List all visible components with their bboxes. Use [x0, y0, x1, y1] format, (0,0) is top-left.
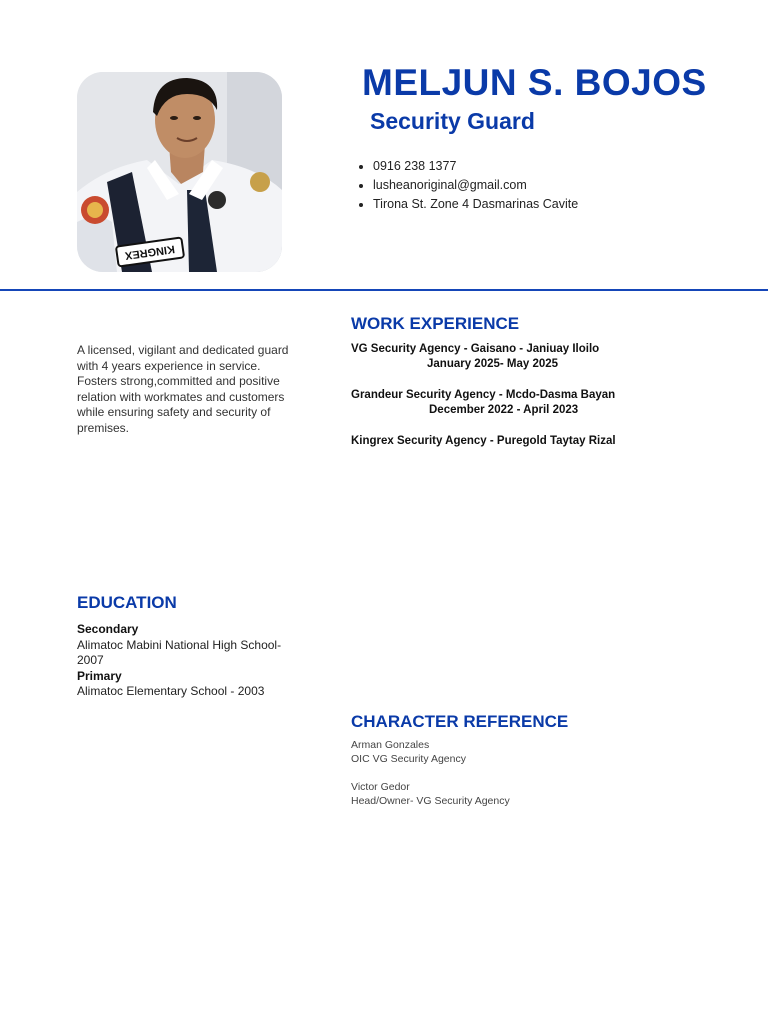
job-dates: January 2025- May 2025: [427, 358, 559, 370]
work-experience-list: [351, 342, 651, 465]
reference-position: Head/Owner- VG Security Agency: [351, 795, 510, 807]
candidate-name: MELJUN S. BOJOS: [362, 62, 707, 103]
contact-email: • lusheanoriginal@gmail.com: [373, 176, 578, 195]
uniform-badge-text: KINGREX: [124, 242, 176, 262]
education-level: Primary: [77, 668, 122, 683]
education-list: [77, 622, 307, 700]
profile-photo-illustration: [77, 72, 282, 272]
job-dates: December 2022 - April 2023: [429, 404, 579, 416]
reference-name: Victor Gedor: [351, 781, 410, 793]
contact-phone: • 0916 238 1377: [373, 157, 578, 176]
job-company: Kingrex Security Agency - Puregold Taytay Rizal: [351, 435, 616, 447]
job-title: Security Guard: [370, 108, 535, 134]
section-divider: [0, 289, 768, 291]
reference-name: Arman Gonzales: [351, 739, 430, 751]
job-company: Grandeur Security Agency - Mcdo-Dasma Bayan: [351, 389, 616, 401]
education-school: Alimatoc Mabini National High School- 2007: [77, 637, 282, 667]
contact-address: • Tirona St. Zone 4 Dasmarinas Cavite: [373, 195, 578, 214]
work-experience-heading: WORK EXPERIENCE: [351, 314, 520, 333]
character-reference-heading: CHARACTER REFERENCE: [351, 712, 569, 731]
contact-list: [355, 157, 578, 214]
job-entry: [351, 388, 651, 418]
job-entry: [351, 342, 651, 372]
education-school: Alimatoc Elementary School - 2003: [77, 684, 265, 698]
job-company: VG Security Agency - Gaisano - Janiuay Iloilo: [351, 343, 600, 355]
profile-photo: [77, 72, 282, 272]
education-heading: EDUCATION: [77, 593, 177, 612]
reference-list: [351, 738, 510, 822]
reference-entry: [351, 738, 510, 766]
profile-summary: A licensed, vigilant and dedicated guard with 4 years experience in service. Fosters strong,committed and positive relation with workmates and customers while ensuring safety and security of premises.: [77, 343, 289, 435]
reference-entry: [351, 780, 510, 808]
reference-position: OIC VG Security Agency: [351, 753, 466, 765]
education-level: Secondary: [77, 622, 139, 636]
job-entry: [351, 434, 651, 449]
